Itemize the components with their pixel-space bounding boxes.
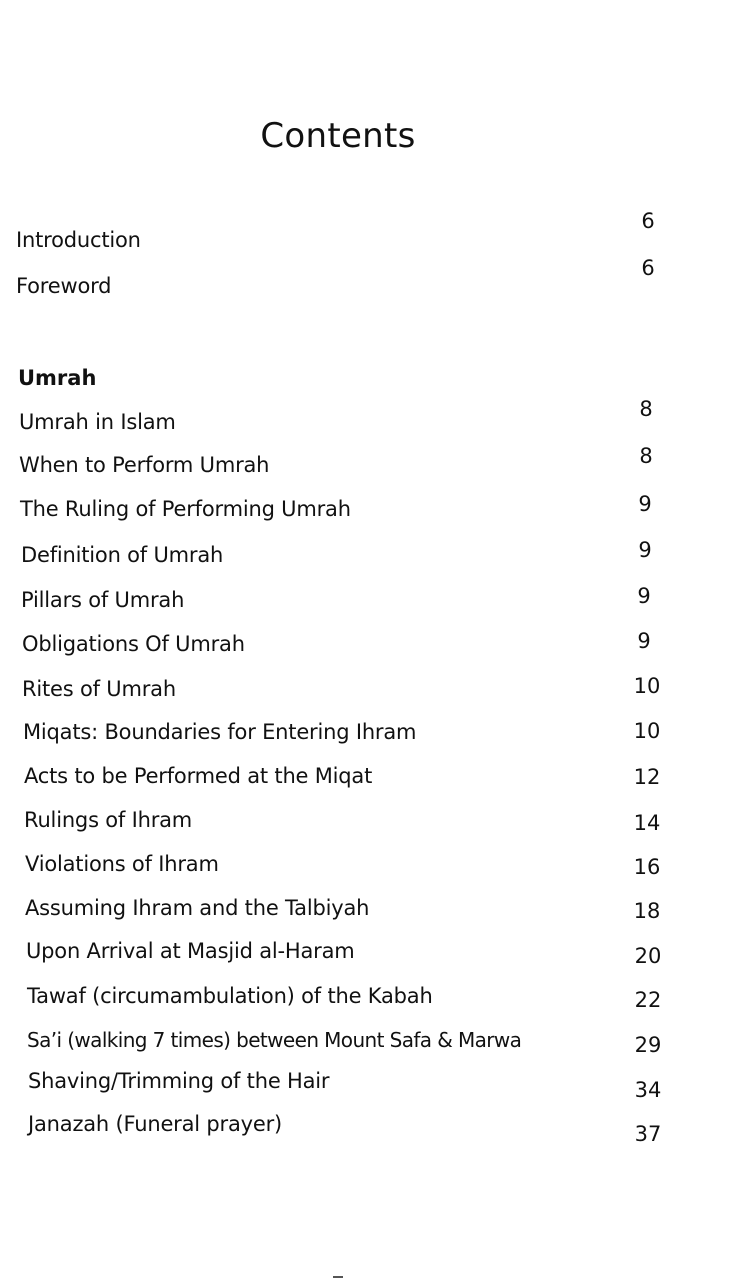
toc-entry-label: Rites of Umrah [22,677,176,701]
toc-entry-page: 34 [634,1078,662,1102]
toc-entry-page: 8 [639,397,653,421]
toc-entry-label: Violations of Ihram [25,852,219,876]
toc-entry-page: 14 [633,811,661,835]
toc-entry-label: Obligations Of Umrah [22,632,245,656]
toc-entry-page: 6 [641,256,655,280]
toc-entry-label: Janazah (Funeral prayer) [28,1112,282,1136]
toc-entry-label: When to Perform Umrah [19,453,270,477]
toc-entry-page: 22 [634,988,662,1012]
toc-entry-page: 8 [639,444,653,468]
toc-entry-label: Upon Arrival at Masjid al-Haram [26,939,355,963]
toc-entry-page: 6 [641,209,655,233]
toc-entry-label: The Ruling of Performing Umrah [20,497,351,521]
toc-entry-page: 18 [633,899,661,923]
toc-entry-label: Introduction [16,228,141,252]
toc-entry-page: 20 [634,944,662,968]
toc-entry-label: Acts to be Performed at the Miqat [24,764,373,788]
toc-entry-page: 9 [638,492,652,516]
toc-entry-page: 10 [633,674,661,698]
page-title: Contents [260,116,416,156]
toc-entry-page: 9 [637,629,651,653]
toc-entry-label: Foreword [16,274,112,298]
page-bottom-mark [333,1276,343,1278]
toc-entry-label: Definition of Umrah [21,543,224,567]
toc-entry-label: Shaving/Trimming of the Hair [28,1069,330,1093]
toc-entry-page: 12 [633,765,661,789]
toc-entry-label: Rulings of Ihram [24,808,193,832]
toc-entry-page: 10 [633,719,661,743]
toc-entry-page: 9 [637,584,651,608]
toc-entry-label: Miqats: Boundaries for Entering Ihram [23,720,417,744]
toc-entry-label: Tawaf (circumambulation) of the Kabah [27,984,433,1008]
toc-entry-label: Sa’i (walking 7 times) between Mount Safa & Marwa [27,1028,522,1052]
toc-entry-page: 29 [634,1033,662,1057]
toc-entry-label: Pillars of Umrah [21,588,185,612]
toc-entry-page: 37 [634,1122,662,1146]
toc-entry-label: Assuming Ihram and the Talbiyah [25,896,370,920]
toc-entry-page: 9 [638,538,652,562]
section-heading: Umrah [18,366,97,390]
toc-entry-page: 16 [633,855,661,879]
toc-entry-label: Umrah in Islam [19,410,176,434]
